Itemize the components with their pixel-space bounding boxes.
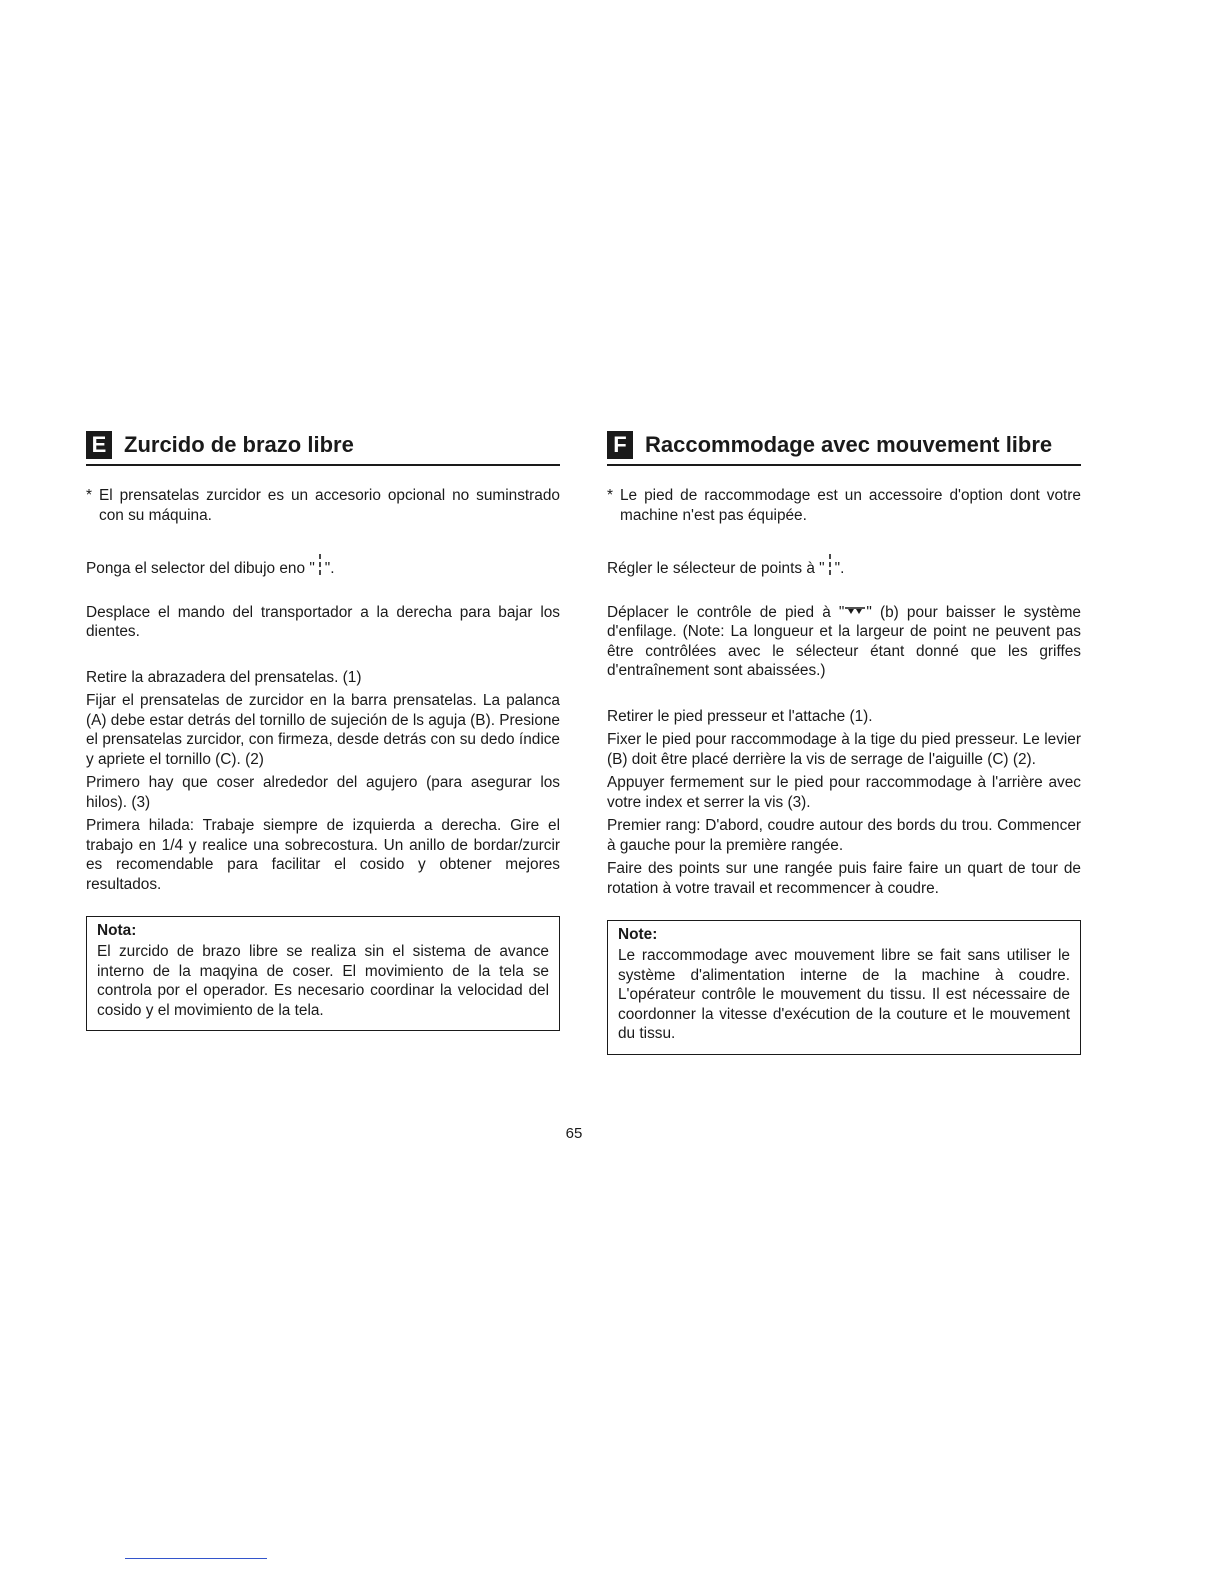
french-heading [607,428,1081,466]
spanish-note-box [86,916,560,1031]
french-note-box [607,920,1081,1055]
spanish-selector-instruction: Ponga el selector del dibujo eno " ". [86,551,560,579]
french-bullet-text: Le pied de raccommodage est un accessoire d'option dont votre machine n'est pas équipée. [620,487,1081,524]
french-bullet: * Le pied de raccommodage est un accessoire d'option dont votre machine n'est pas équipée. [607,487,1081,524]
french-step-3: Appuyer fermement sur le pied pour raccommodage à l'arrière avec votre index et serrer la vis (3). [607,774,1081,811]
french-step-2: Fixer le pied pour raccommodage à la tige du pied presseur. Le levier (B) doit être placé derrière la vis de serrage de l'aiguille (C) (2). [607,731,1081,768]
straight-stitch-icon [825,554,835,576]
spanish-step-3: Primero hay que coser alrededor del agujero (para asegurar los hilos). (3) [86,774,560,811]
spanish-note-text: El zurcido de brazo libre se realiza sin el sistema de avance interno de la maqyina de coser. El movimiento de la tela se controla por el operador. Es necesario coordinar la velocidad del cosido y el movimiento de la tela. [97,943,549,1019]
spanish-section [86,428,560,1031]
french-note-text: Le raccommodage avec mouvement libre se fait sans utiliser le système d'alimentation interne de la machine à coudre. L'opérateur contrôle le mouvement du tissu. Il est nécessaire de coordonner la vitesse d'exécution de la couture et le mouvement du tissu. [618,947,1070,1042]
feed-dogs-down-icon [844,601,866,621]
language-badge-f: F [607,431,633,459]
spanish-step-4: Primera hilada: Trabaje siempre de izquierda a derecha. Gire el trabajo en 1/4 y realice una sobrecostura. Un anillo de bordar/zurcir es recomendable para facilitar el cosido y obtener mejores resultados. [86,817,560,893]
french-step-4: Premier rang: D'abord, coudre autour des bords du trou. Commencer à gauche pour la première rangée. [607,817,1081,854]
french-title: Raccommodage avec mouvement libre [645,432,1053,457]
spanish-title: Zurcido de brazo libre [124,432,354,457]
straight-stitch-icon [315,554,325,576]
spanish-heading [86,428,560,466]
spanish-note-title: Nota: [97,922,137,939]
french-step-5: Faire des points sur une rangée puis faire faire un quart de tour de rotation à votre travail et recommencer à coudre. [607,860,1081,897]
page-number: 65 [565,1125,583,1142]
french-feed-instruction: Déplacer le contrôle de pied à " " (b) pour baisser le système d'enfilage. (Note: La longueur et la largeur de point ne peuvent pas être contrôlées avec le sélecteur étant donné que les griffes d'entraînement sont abaissées.) [607,603,1081,681]
spanish-bullet-text: El prensatelas zurcidor es un accesorio opcional no suminstrado con su máquina. [99,487,560,524]
french-step-1: Retirer le pied presseur et l'attache (1). [607,707,873,725]
french-section [607,428,1081,1055]
footer-rule [125,1558,267,1559]
french-selector-instruction: Régler le sélecteur de points à " ". [607,551,1081,579]
language-badge-e: E [86,431,112,459]
french-note-title: Note: [618,926,658,943]
spanish-step-2: Fijar el prensatelas de zurcidor en la barra prensatelas. La palanca (A) debe estar detrás del tornillo de sujeción de ls aguja (B). Presione el prensatelas zurcidor, con firmeza, desde detrás con su dedo índice y apriete el tornillo (C). (2) [86,692,560,768]
spanish-bullet: * El prensatelas zurcidor es un accesorio opcional no suminstrado con su máquina. [86,487,560,524]
spanish-feed-instruction: Desplace el mando del transportador a la derecha para bajar los dientes. [86,603,560,640]
spanish-step-1: Retire la abrazadera del prensatelas. (1) [86,668,362,686]
